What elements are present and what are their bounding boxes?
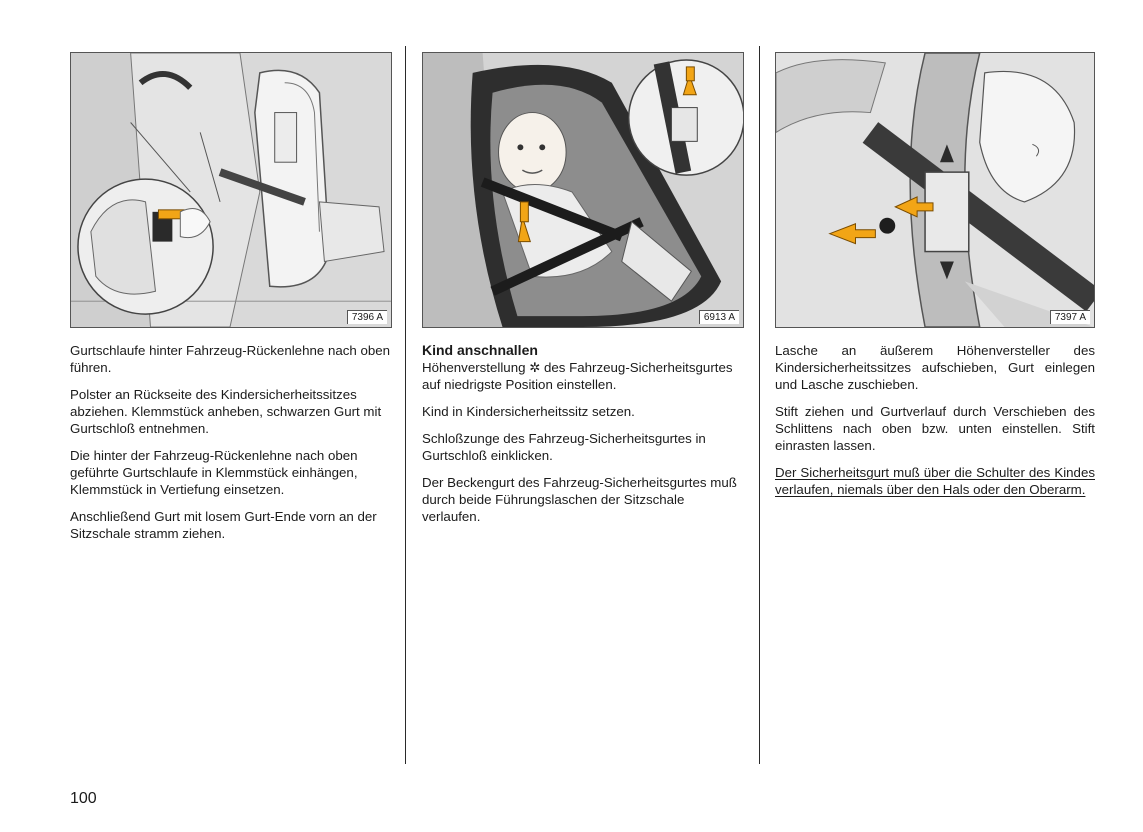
figure-height-adjuster bbox=[775, 52, 1095, 328]
figure-child-buckled-in bbox=[422, 52, 744, 328]
column-3 bbox=[775, 52, 1095, 508]
paragraph: Schloßzunge des Fahrzeug-Sicherheitsgurtes in Gurtschloß einklicken. bbox=[422, 431, 706, 463]
figure-number: 7397 A bbox=[1050, 310, 1090, 324]
paragraph: Lasche an äußerem Höhenversteller des Kindersicherheitssitzes aufschieben, Gurt einlegen und Lasche zuschieben. bbox=[775, 343, 1095, 392]
figure-number: 6913 A bbox=[699, 310, 739, 324]
page-number: 100 bbox=[70, 790, 97, 807]
column-divider bbox=[405, 46, 406, 764]
paragraph: Anschließend Gurt mit losem Gurt-Ende vorn an der Sitzschale stramm ziehen. bbox=[70, 509, 377, 541]
paragraph: Der Beckengurt des Fahrzeug-Sicherheitsgurtes muß durch beide Führungslaschen der Sitzschale verlaufen. bbox=[422, 475, 737, 524]
column-1 bbox=[70, 52, 392, 552]
paragraph: Polster an Rückseite des Kindersicherheitssitzes abziehen. Klemmstück anheben, schwarzen Gurt mit Gurtschloß entnehmen. bbox=[70, 387, 382, 436]
column-divider bbox=[759, 46, 760, 764]
column-2 bbox=[422, 52, 744, 535]
paragraph: Die hinter der Fahrzeug-Rückenlehne nach oben geführte Gurtschlaufe in Klemmstück einhängen, Klemmstück in Vertiefung einsetzen. bbox=[70, 448, 358, 497]
paragraph: Stift ziehen und Gurtverlauf durch Verschieben des Schlittens nach oben bzw. unten einstellen. Stift einrasten lassen. bbox=[775, 404, 1095, 453]
figure-number: 7396 A bbox=[347, 310, 387, 324]
safety-warning: Der Sicherheitsgurt muß über die Schulter des Kindes verlaufen, niemals über den Hals oder den Oberarm. bbox=[775, 465, 1095, 497]
column-3-text bbox=[775, 342, 1095, 498]
section-heading: Kind anschnallen bbox=[422, 342, 538, 358]
column-2-text bbox=[422, 342, 744, 525]
paragraph: Gurtschlaufe hinter Fahrzeug-Rückenlehne nach oben führen. bbox=[70, 343, 391, 375]
paragraph: Kind in Kindersicherheitssitz setzen. bbox=[422, 404, 635, 419]
illustration-height-adjuster bbox=[776, 53, 1094, 327]
figure-child-seat-belt-loop bbox=[70, 52, 392, 328]
illustration-seat-back bbox=[71, 53, 391, 327]
column-1-text bbox=[70, 342, 392, 542]
paragraph: Höhenverstellung ✲ des Fahrzeug-Sicherheitsgurtes auf niedrigste Position einstellen. bbox=[422, 360, 733, 392]
illustration-child-in-seat bbox=[423, 53, 743, 327]
